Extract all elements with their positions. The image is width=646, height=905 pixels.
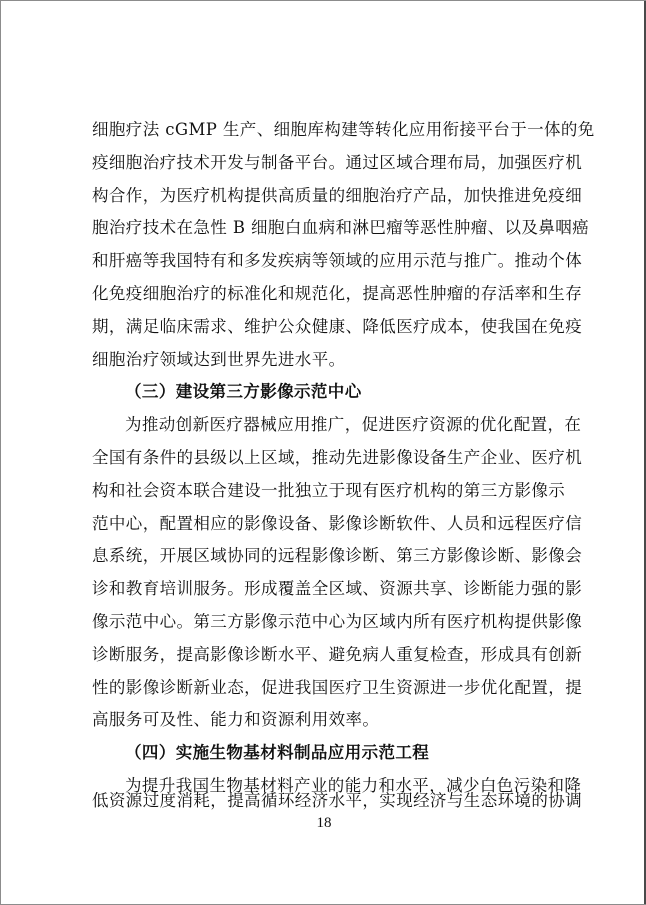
body-text-line: 高服务可及性、能力和资源利用效率。 bbox=[92, 710, 380, 729]
body-text-line: 和肝癌等我国特有和多发疾病等领域的应用示范与推广。推动个体 bbox=[92, 251, 583, 270]
body-text-line: 诊断服务，提高影像诊断水平、避免病人重复检查，形成具有创新 bbox=[92, 645, 583, 664]
page-number: 18 bbox=[316, 815, 332, 831]
body-text-line: 全国有条件的县级以上区域，推动先进影像设备生产企业、医疗机 bbox=[92, 448, 583, 467]
body-text-line: 构和社会资本联合建设一批独立于现有医疗机构的第三方影像示 bbox=[92, 481, 566, 500]
body-text-line: 期，满足临床需求、维护公众健康、降低医疗成本，使我国在免疫 bbox=[92, 317, 583, 336]
paragraph-first-line: 为推动创新医疗器械应用推广，促进医疗资源的优化配置，在 bbox=[125, 415, 582, 434]
section-heading: （四）实施生物基材料制品应用示范工程 bbox=[125, 743, 430, 762]
body-text-line: 低资源过度消耗，提高循环经济水平，实现经济与生态环境的协调 bbox=[92, 791, 583, 810]
body-text-line: 范中心，配置相应的影像设备、影像诊断软件、人员和远程医疗信 bbox=[92, 514, 583, 533]
body-text-line: 细胞治疗领域达到世界先进水平。 bbox=[92, 350, 346, 369]
body-text-line: 诊和教育培训服务。形成覆盖全区域、资源共享、诊断能力强的影 bbox=[92, 579, 583, 598]
body-text-line: 息系统，开展区域协同的远程影像诊断、第三方影像诊断、影像会 bbox=[92, 546, 583, 565]
section-heading: （三）建设第三方影像示范中心 bbox=[125, 382, 362, 401]
body-text-line: 细胞疗法 cGMP 生产、细胞库构建等转化应用衔接平台于一体的免 bbox=[92, 120, 595, 139]
paragraph-first-line: 为提升我国生物基材料产业的能力和水平，减少白色污染和降 bbox=[125, 776, 582, 795]
body-text-line: 疫细胞治疗技术开发与制备平台。通过区域合理布局，加强医疗机 bbox=[92, 153, 583, 172]
body-text-line: 化免疫细胞治疗的标准化和规范化，提高恶性肿瘤的存活率和生存 bbox=[92, 284, 583, 303]
body-text-line: 性的影像诊断新业态，促进我国医疗卫生资源进一步优化配置，提 bbox=[92, 678, 583, 697]
body-text-line: 胞治疗技术在急性 B 细胞白血病和淋巴瘤等恶性肿瘤、以及鼻咽癌 bbox=[92, 218, 590, 237]
body-text-line: 像示范中心。第三方影像示范中心为区域内所有医疗机构提供影像 bbox=[92, 612, 583, 631]
body-text-line: 构合作，为医疗机构提供高质量的细胞治疗产品，加快推进免疫细 bbox=[92, 186, 583, 205]
